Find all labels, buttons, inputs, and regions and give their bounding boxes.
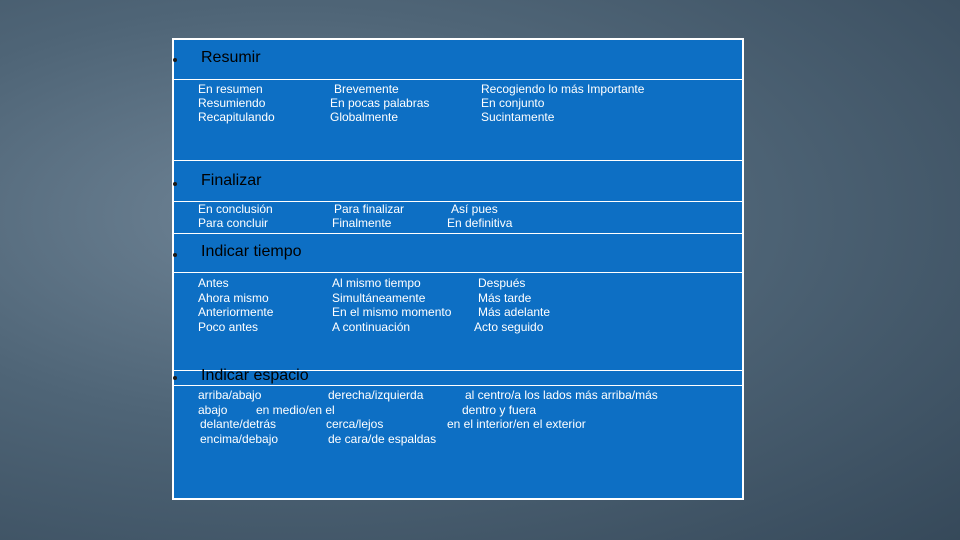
phrase: en el interior/en el exterior (447, 417, 586, 431)
phrase: Ahora mismo (198, 290, 269, 305)
separator-line (172, 272, 744, 273)
phrase: En pocas palabras (330, 96, 430, 110)
phrase: Después (478, 276, 526, 290)
phrase: Más adelante (478, 305, 551, 319)
bullet-icon (173, 376, 177, 380)
section-2-col-1 (198, 202, 273, 230)
phrase: cerca/lejos (326, 417, 384, 431)
phrase: dentro y fuera (462, 402, 537, 417)
section-1-col-3 (481, 82, 644, 124)
phrase: Resumiendo (198, 96, 266, 110)
phrase: Brevemente (334, 82, 399, 96)
phrase: de cara/de espaldas (328, 431, 437, 446)
section-4-col-2 (256, 388, 436, 446)
section-3-col-3 (474, 276, 550, 334)
phrase: delante/detrás (200, 417, 277, 431)
section-2-col-3 (447, 202, 512, 230)
phrase: Al mismo tiempo (332, 276, 421, 290)
phrase: Sucintamente (481, 110, 555, 124)
bullet-icon (173, 182, 177, 186)
separator-line (172, 79, 744, 80)
phrase: A continuación (332, 319, 411, 334)
phrase: en medio/en el (256, 402, 335, 417)
section-title-resumir: Resumir (201, 49, 261, 66)
phrase: Simultáneamente (332, 290, 426, 305)
phrase: En definitiva (447, 216, 513, 230)
phrase: encima/debajo (200, 431, 279, 446)
phrase: Antes (198, 276, 229, 290)
separator-line (172, 233, 744, 234)
phrase: derecha/izquierda (328, 388, 424, 402)
section-2-col-2 (332, 202, 404, 230)
phrase: En conjunto (481, 96, 545, 110)
separator-line (172, 385, 744, 386)
phrase: Más tarde (478, 290, 532, 305)
phrase: Así pues (451, 202, 498, 216)
phrase: Anteriormente (198, 305, 274, 319)
phrase: Recapitulando (198, 110, 275, 124)
separator-line (172, 160, 744, 161)
phrase: Recogiendo lo más Importante (481, 82, 645, 96)
phrase: En conclusión (198, 202, 273, 216)
phrase: Para concluir (198, 216, 269, 230)
section-title-indicar-tiempo: Indicar tiempo (201, 243, 302, 260)
section-3-col-1 (198, 276, 273, 334)
phrase: Finalmente (332, 216, 392, 230)
phrase: Acto seguido (474, 319, 544, 334)
phrase: al centro/a los lados más arriba/más (465, 388, 658, 402)
section-4-col-3 (447, 388, 658, 432)
section-1-col-2 (330, 82, 429, 124)
section-1-col-1 (198, 82, 275, 124)
phrase: En resumen (198, 82, 263, 96)
bullet-icon (173, 253, 177, 257)
section-title-indicar-espacio: Indicar espacio (201, 367, 309, 384)
phrase: Para finalizar (334, 202, 405, 216)
phrase: abajo (198, 402, 228, 417)
section-title-finalizar: Finalizar (201, 172, 262, 189)
phrase: arriba/abajo (198, 388, 262, 402)
phrase: En el mismo momento (332, 305, 452, 319)
phrase: Globalmente (330, 110, 399, 124)
phrase: Poco antes (198, 319, 259, 334)
bullet-icon (173, 58, 177, 62)
section-3-col-2 (332, 276, 451, 334)
